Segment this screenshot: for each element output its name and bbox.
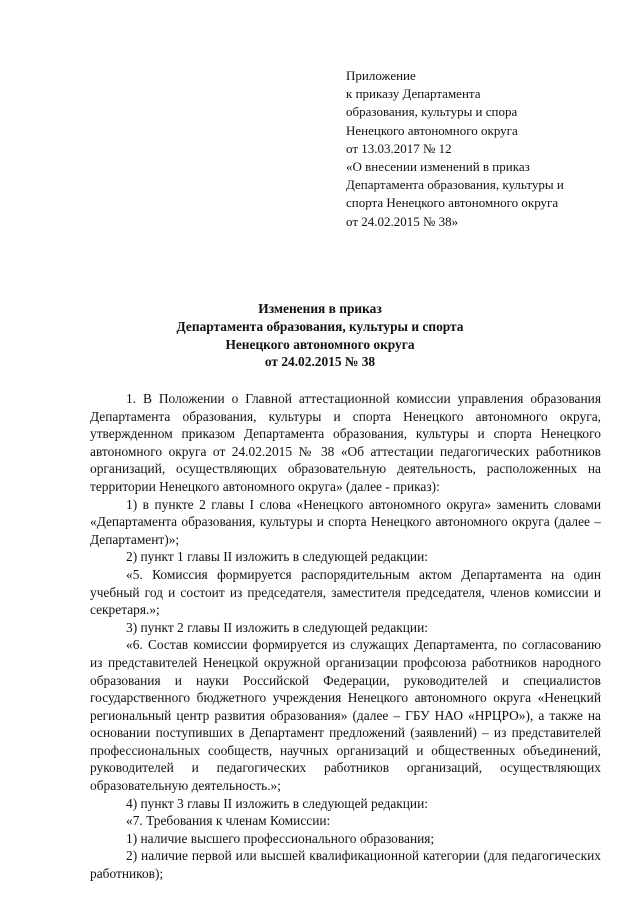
appendix-line: от 24.02.2015 № 38» [346,213,459,229]
document-title [100,300,540,371]
appendix-line: спорта Ненецкого автономного округа [346,195,559,211]
title-line: Департамента образования, культуры и спорта [176,318,464,334]
appendix-line: образования, культуры и спора [346,104,518,120]
appendix-line: от 13.03.2017 № 12 [346,140,452,156]
appendix-line: Департамента образования, культуры и [346,177,564,193]
body-paragraph: «6. Состав комиссии формируется из служащих Департамента, по согласованию из представителей Ненецкой окружной организации профсоюза работников народного образования и науки Российской Федерации, руководителей и специалистов государственного бюджетного учреждения Ненецкого автономного округа «Ненецкий региональный центр развития образования» (далее – ГБУ НАО «НРЦРО»), а также на основании поступивших в Департамент предложений (заявлений) – из представителей профессиональных сообществ, научных организаций и общественных объединений, руководителей и педагогических работников организаций, осуществляющих образовательную деятельность.»; [90,637,601,794]
body-paragraph: «7. Требования к членам Комиссии: [126,813,331,829]
body-paragraph: 1. В Положении о Главной аттестационной комиссии управления образования Департамента образования, культуры и спорта Ненецкого автономного округа, утвержденном приказом Департамента образования, культуры и спорта Ненецкого автономного округа от 24.02.2015 № 38 «Об аттестации педагогических работников организаций, осуществляющих образовательную деятельность, расположенных на территории Ненецкого автономного округа» (далее - приказ): [90,391,601,494]
body-paragraph: 1) наличие высшего профессионального образования; [126,830,435,846]
title-line: Ненецкого автономного округа [225,336,415,352]
body-paragraph: 4) пункт 3 главы II изложить в следующей редакции: [126,795,428,811]
body-paragraph: 1) в пункте 2 главы I слова «Ненецкого автономного округа» заменить словами «Департамента образования, культуры и спорта Ненецкого автономного округа (далее – Департамент)»; [90,496,601,547]
appendix-line: «О внесении изменений в приказ [346,159,530,175]
appendix-header [346,67,606,231]
title-line: от 24.02.2015 № 38 [264,354,376,370]
body-paragraph: 2) пункт 1 главы II изложить в следующей редакции: [126,549,428,565]
body-paragraph: 3) пункт 2 главы II изложить в следующей редакции: [126,619,428,635]
appendix-line: к приказу Департамента [346,86,481,102]
body-paragraph: «5. Комиссия формируется распорядительным актом Департамента на один учебный год и состоит из председателя, заместителя председателя, членов комиссии и секретаря.»; [90,566,601,618]
document-body [90,390,601,883]
appendix-line: Приложение [346,68,416,83]
body-paragraph: 2) наличие первой или высшей квалификационной категории (для педагогических работников); [90,848,601,882]
appendix-line: Ненецкого автономного округа [346,122,518,138]
title-line: Изменения в приказ [258,301,382,316]
